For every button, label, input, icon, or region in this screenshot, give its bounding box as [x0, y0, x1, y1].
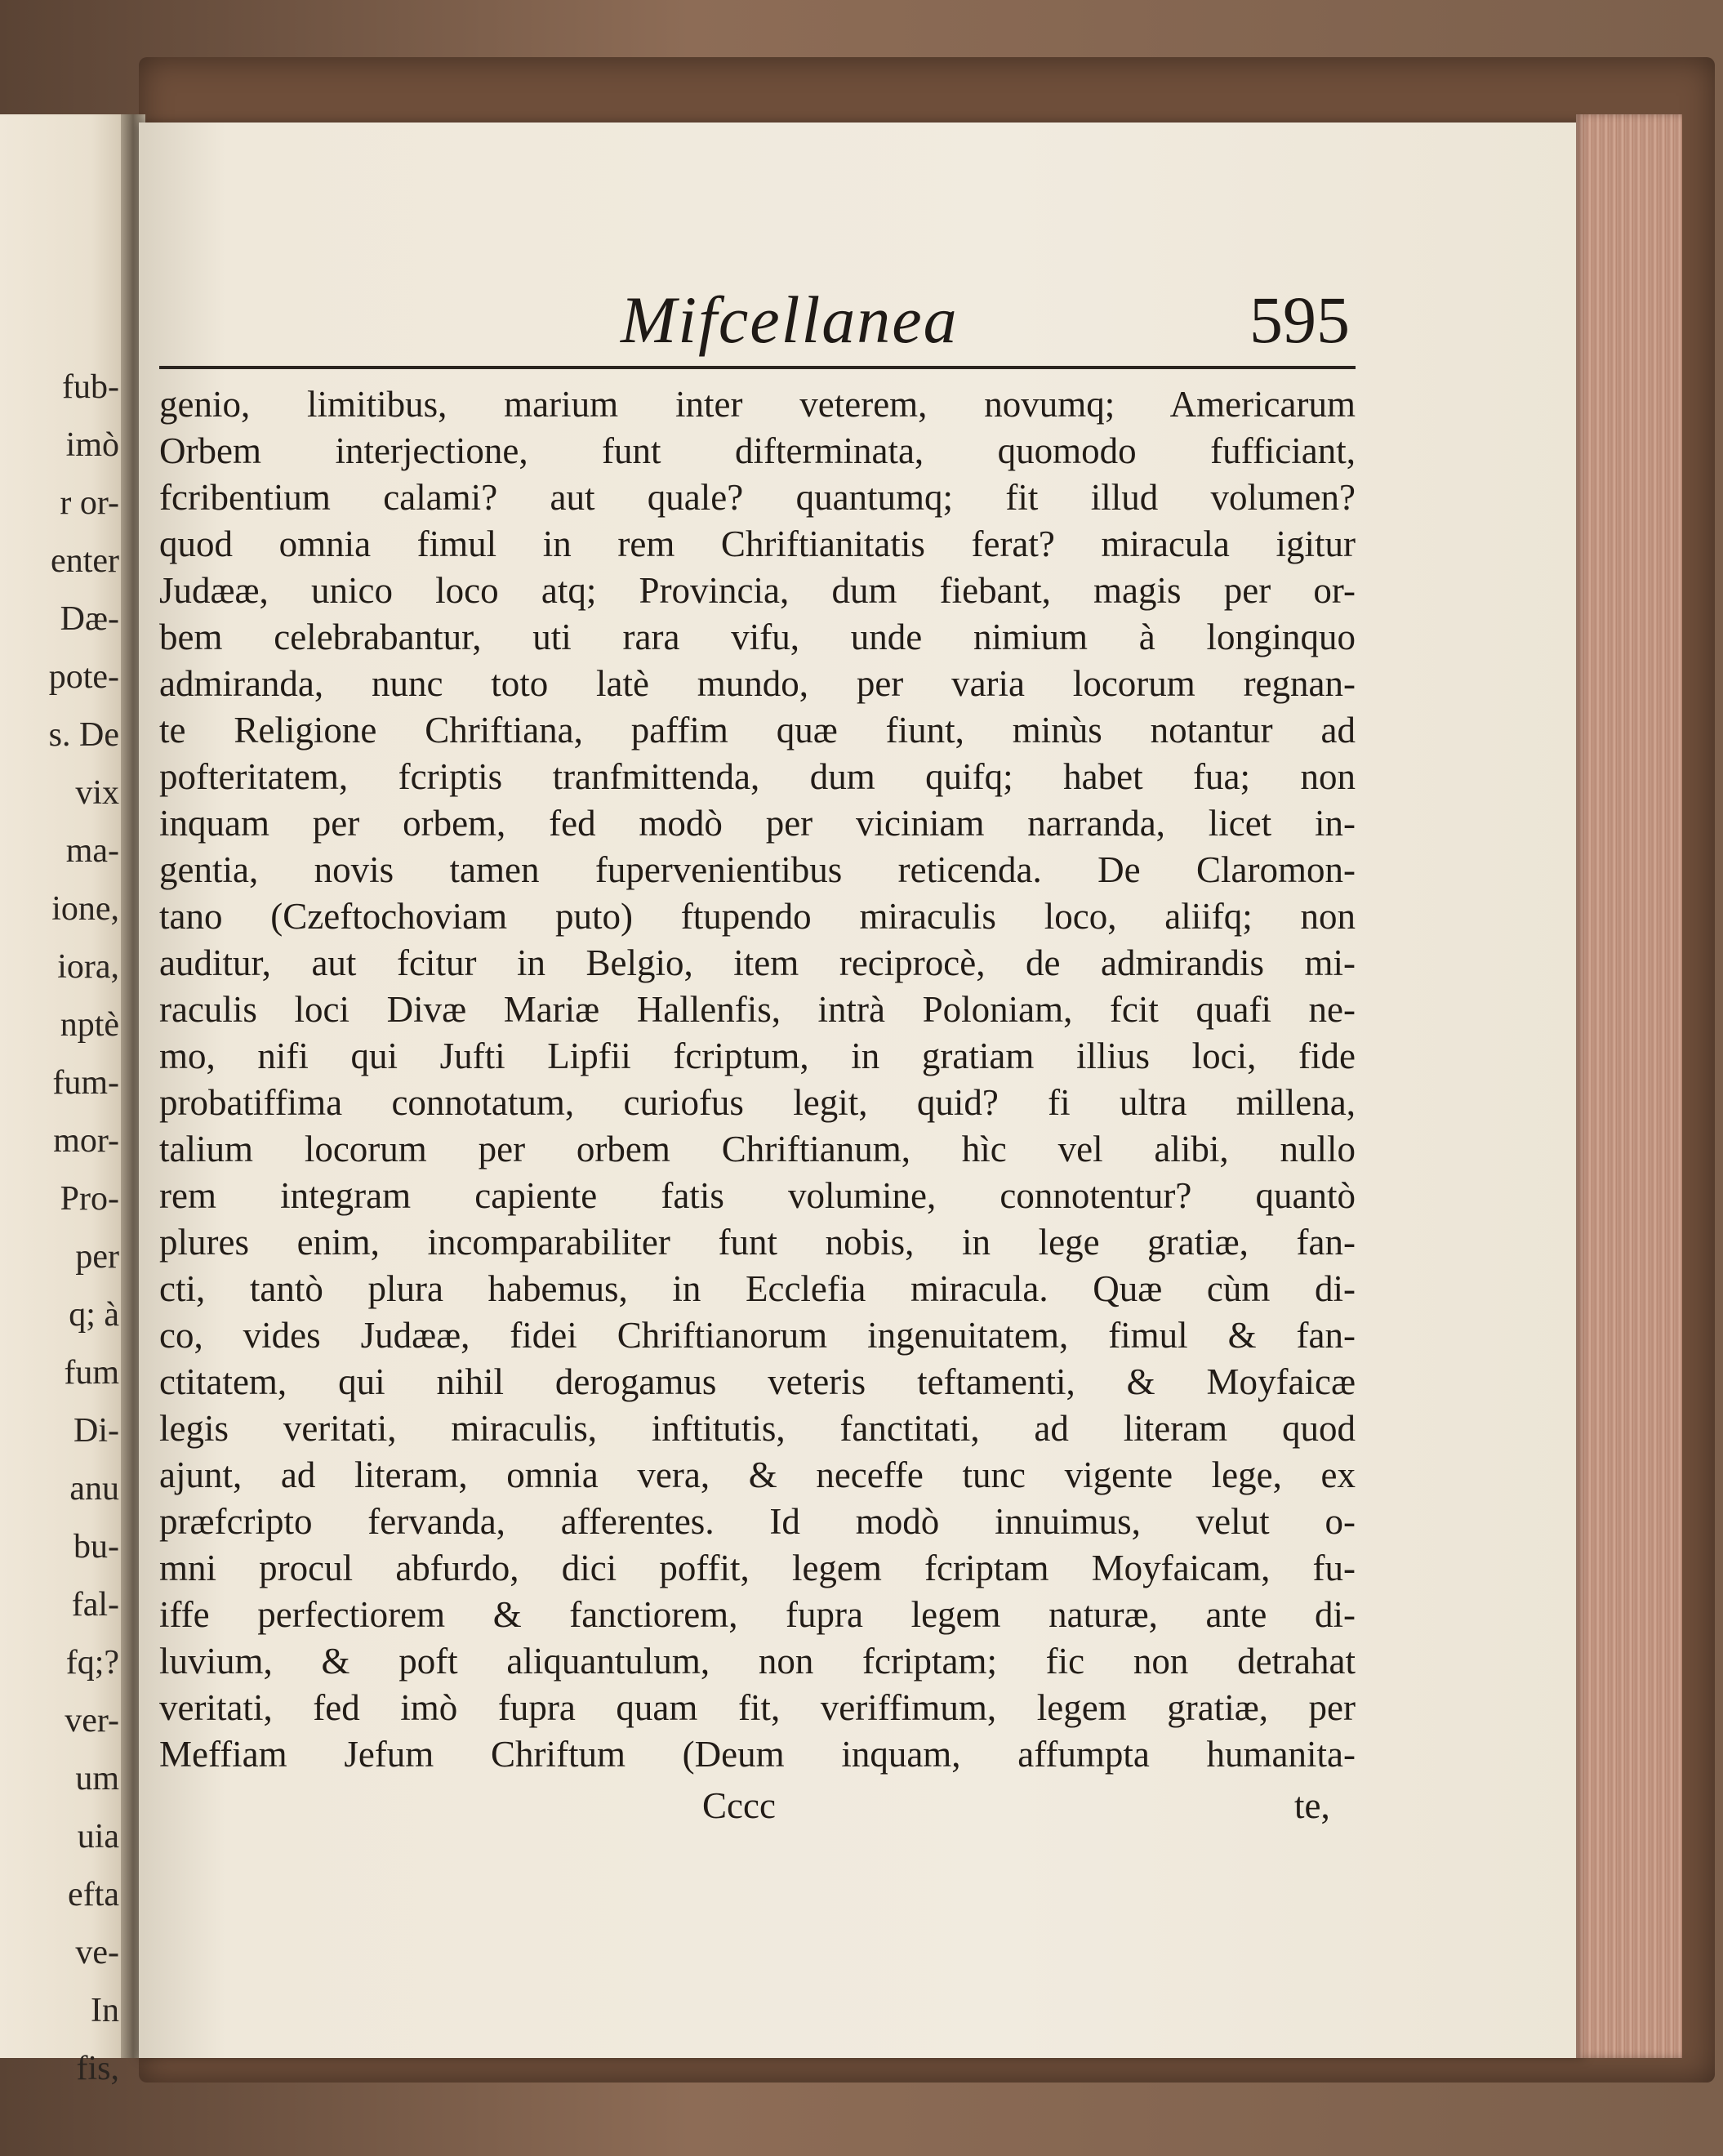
left-page-fragment: ma- [65, 832, 119, 870]
text-line: rem integram capiente fatis volumine, connotentur? quantò [159, 1175, 1356, 1216]
text-line: plures enim, incomparabiliter funt nobis, in lege gratiæ, fan- [159, 1222, 1356, 1263]
left-page-fragment: bu- [73, 1528, 119, 1566]
page-edges [1576, 114, 1682, 2058]
left-page-fragment: iora, [57, 948, 119, 986]
left-page-fragment: Di- [73, 1412, 119, 1450]
left-page-fragment: fum [64, 1354, 119, 1392]
text-line: Orbem interjectione, funt difterminata, quomodo fufficiant, [159, 430, 1356, 471]
text-line: ajunt, ad literam, omnia vera, & neceffe tunc vigente lege, ex [159, 1454, 1356, 1495]
text-line: iffe perfectiorem & fanctiorem, fupra legem naturæ, ante di- [159, 1594, 1356, 1635]
left-page-fragment: nptè [60, 1006, 119, 1044]
left-page-fragment: Dæ- [60, 600, 119, 638]
left-page-fragment: fal- [71, 1586, 119, 1624]
left-page-fragment: imò [65, 426, 119, 464]
running-title: Mifcellanea [621, 283, 959, 357]
left-page-fragment: mor- [53, 1122, 119, 1160]
left-page-fragment: efta [68, 1876, 119, 1913]
text-line: te Religione Chriftiana, paffim quæ fiunt, minùs notantur ad [159, 710, 1356, 751]
text-line: mni procul abfurdo, dici poffit, legem fcriptam Moyfaicam, fu- [159, 1548, 1356, 1588]
left-page-fragment: fq;? [65, 1644, 119, 1682]
left-page-fragment: s. De [48, 716, 119, 754]
text-line: probatiffima connotatum, curiofus legit, quid? fi ultra millena, [159, 1082, 1356, 1123]
left-page [0, 114, 131, 2087]
text-line: auditur, aut fcitur in Belgio, item reciprocè, de admirandis mi- [159, 942, 1356, 983]
left-page-fragment: enter [51, 542, 119, 580]
signature-mark: Cccc [702, 1785, 776, 1826]
catchword: te, [1294, 1785, 1330, 1826]
text-line: luvium, & poft aliquantulum, non fcriptam; fic non detrahat [159, 1641, 1356, 1682]
page-number: 595 [1249, 283, 1350, 357]
left-page-fragment: pote- [48, 658, 119, 696]
left-page-fragment: per [75, 1238, 119, 1276]
text-line: co, vides Judææ, fidei Chriftianorum ingenuitatem, fimul & fan- [159, 1315, 1356, 1356]
left-page-fragment: In [91, 1992, 119, 2029]
text-line: gentia, novis tamen fupervenientibus reticenda. De Claromon- [159, 849, 1356, 890]
text-line: Meffiam Jefum Chriftum (Deum inquam, affumpta humanita- [159, 1734, 1356, 1775]
left-page-fragment: fum- [52, 1064, 119, 1102]
text-line: veritati, fed imò fupra quam fit, veriffimum, legem gratiæ, per [159, 1687, 1356, 1728]
left-page-fragment: vix [75, 774, 119, 812]
text-line: præfcripto fervanda, afferentes. Id modò innuimus, velut o- [159, 1501, 1356, 1542]
text-line: raculis loci Divæ Mariæ Hallenfis, intrà Poloniam, fcit quafi ne- [159, 989, 1356, 1030]
text-line: pofteritatem, fcriptis tranfmittenda, dum quifq; habet fua; non [159, 756, 1356, 797]
left-page-fragment: Pro- [60, 1180, 119, 1218]
left-page-fragment: r or- [60, 484, 119, 522]
left-page-fragment: fis, [76, 2050, 119, 2087]
text-line: mo, nifi qui Jufti Lipfii fcriptum, in gratiam illius loci, fide [159, 1036, 1356, 1076]
left-page-fragment: fub- [62, 368, 119, 406]
text-line: tano (Czeftochoviam puto) ftupendo miraculis loco, aliifq; non [159, 896, 1356, 937]
left-page-fragment: um [75, 1760, 119, 1797]
left-page-fragment: q; à [69, 1296, 119, 1334]
text-line: ctitatem, qui nihil derogamus veteris teftamenti, & Moyfaicæ [159, 1361, 1356, 1402]
left-page-fragment: ione, [51, 890, 119, 928]
left-page-fragment: ver- [65, 1702, 119, 1740]
left-page-fragment: anu [69, 1470, 119, 1508]
text-line: Judææ, unico loco atq; Provincia, dum fiebant, magis per or- [159, 570, 1356, 611]
text-line: quod omnia fimul in rem Chriftianitatis ferat? miracula igitur [159, 523, 1356, 564]
left-page-fragment: uia [77, 1818, 119, 1855]
text-line: admiranda, nunc toto latè mundo, per varia locorum regnan- [159, 663, 1356, 704]
text-line: fcribentium calami? aut quale? quantumq; fit illud volumen? [159, 477, 1356, 518]
text-line: talium locorum per orbem Chriftianum, hìc vel alibi, nullo [159, 1129, 1356, 1169]
text-line: cti, tantò plura habemus, in Ecclefia miracula. Quæ cùm di- [159, 1268, 1356, 1309]
text-line: inquam per orbem, fed modò per viciniam narranda, licet in- [159, 803, 1356, 844]
left-page-fragment: ve- [75, 1934, 119, 1971]
text-line: genio, limitibus, marium inter veterem, novumq; Americarum [159, 384, 1356, 425]
text-line: legis veritati, miraculis, inftitutis, fanctitati, ad literam quod [159, 1408, 1356, 1449]
header-rule [159, 366, 1356, 369]
text-line: bem celebrabantur, uti rara vifu, unde nimium à longinquo [159, 617, 1356, 657]
